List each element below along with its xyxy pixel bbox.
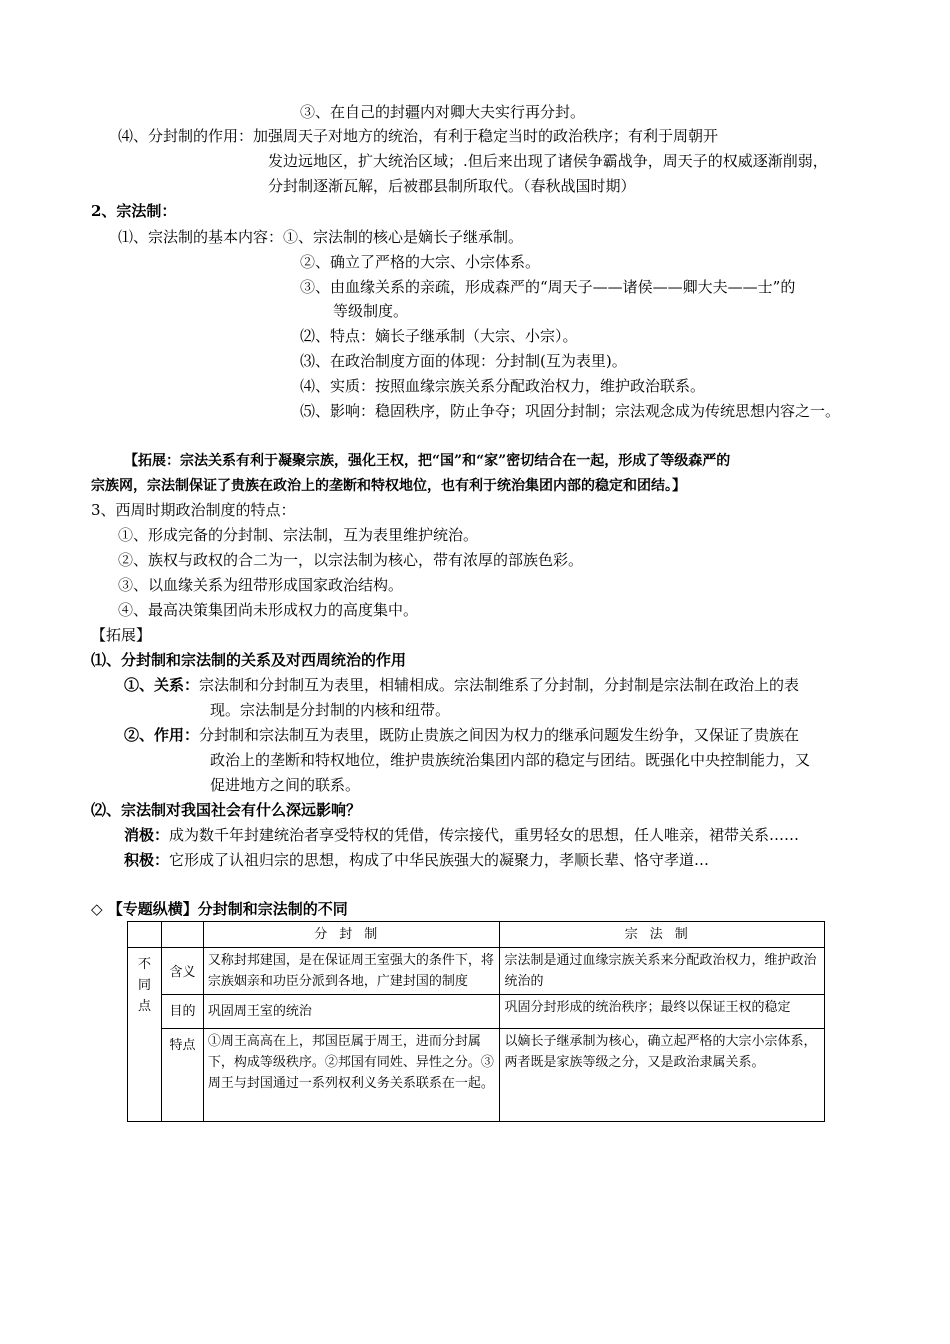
relation-line2: 现。宗法制是分封制的内核和纽带。 (210, 701, 451, 719)
effect-text: 分封制和宗法制互为表里，既防止贵族之间因为权力的继承问题发生纷争，又保证了贵族在 (199, 726, 800, 744)
question-2: ⑵、宗法制对我国社会有什么深远影响？ (91, 801, 362, 819)
table-corner-cell (128, 922, 162, 948)
fenfeng-cell: 又称封邦建国，是在保证周王室强大的条件下，将宗族姻亲和功臣分派到各地，广建封国的制度 (203, 948, 500, 995)
expand-heading: 【拓展】 (91, 626, 152, 644)
zongfa-content-line3b: 等级制度。 (333, 302, 409, 320)
fenfeng-effect-line3: 分封制逐渐瓦解，后被郡县制所取代。（春秋战国时期） (268, 177, 636, 195)
zongfa-influence: ⑸、影响：稳固秩序，防止争夺；巩固分封制；宗法观念成为传统思想内容之一。 (300, 402, 841, 420)
xizhou-item: ③、以血缘关系为纽带形成国家政治结构。 (118, 576, 404, 594)
table-row (128, 995, 825, 1029)
zongfa-cell: 宗法制是通过血缘宗族关系来分配政治权力，维护政治统治的 (500, 948, 825, 995)
special-topic-title: ◇ 【专题纵横】分封制和宗法制的不同 (91, 900, 348, 918)
positive-label: 积极： (124, 851, 170, 869)
zongfa-content-line3: ③、由血缘关系的亲疏，形成森严的“周天子——诸侯——卿大夫——士”的 (300, 278, 796, 296)
fenfeng-effect-line1: ⑷、分封制的作用：加强周天子对地方的统治，有利于稳定当时的政治秩序；有利于周朝开 (118, 127, 719, 145)
effect-line3: 促进地方之间的联系。 (210, 776, 361, 794)
effect-label: ②、作用： (124, 726, 200, 744)
negative-text: 成为数千年封建统治者享受特权的凭借，传宗接代，重男轻女的思想，任人唯亲，裙带关系…… (169, 826, 800, 844)
table-row (128, 1029, 825, 1122)
positive-text: 它形成了认祖归宗的思想，构成了中华民族强大的凝聚力，孝顺长辈、恪守孝道… (169, 851, 710, 869)
zongfa-cell: 巩固分封形成的统治秩序；最终以保证王权的稳定 (500, 995, 825, 1029)
effect-line2: 政治上的垄断和特权地位，维护贵族统治集团内部的稳定与团结。既强化中央控制能力，又 (210, 751, 811, 769)
xizhou-heading: 3、西周时期政治制度的特点： (91, 501, 296, 519)
negative-line (124, 825, 799, 845)
zongfa-cell: 以嫡长子继承制为核心，确立起严格的大宗小宗体系，两者既是家族等级之分，又是政治隶属关系。 (500, 1029, 825, 1122)
zongfa-content-line1: ⑴、宗法制的基本内容：①、宗法制的核心是嫡长子继承制。 (118, 228, 524, 246)
col-header-zongfa: 宗法制 (500, 922, 825, 948)
table-corner-cell (161, 922, 203, 948)
relation-line1 (124, 675, 799, 695)
zongfa-embodiment: ⑶、在政治制度方面的体现：分封制(互为表里)。 (300, 352, 627, 370)
positive-line (124, 850, 709, 870)
comparison-table (127, 921, 825, 1122)
xizhou-item: ①、形成完备的分封制、宗法制，互为表里维护统治。 (118, 526, 479, 544)
fenfeng-effect-line2: 发边远地区，扩大统治区域；.但后来出现了诸侯争霸战争，周天子的权威逐渐削弱， (268, 152, 828, 170)
xizhou-item: ④、最高决策集团尚未形成权力的高度集中。 (118, 601, 419, 619)
fenfeng-cell: 巩固周王室的统治 (203, 995, 500, 1029)
negative-label: 消极： (124, 826, 170, 844)
row-label: 含义 (161, 948, 203, 995)
zongfa-feature: ⑵、特点：嫡长子继承制（大宗、小宗）。 (300, 327, 578, 345)
question-1: ⑴、分封制和宗法制的关系及对西周统治的作用 (91, 651, 407, 669)
zongfa-essence: ⑷、实质：按照血缘宗族关系分配政治权力，维护政治联系。 (300, 377, 706, 395)
relation-text: 宗法制和分封制互为表里，相辅相成。宗法制维系了分封制，分封制是宗法制在政治上的表 (199, 676, 800, 694)
zongfa-heading: 2、宗法制： (91, 202, 177, 220)
col-header-fenfeng: 分封制 (203, 922, 500, 948)
zongfa-content-line2: ②、确立了严格的大宗、小宗体系。 (300, 253, 541, 271)
table-row (128, 948, 825, 995)
relation-label: ①、关系： (124, 676, 200, 694)
effect-line1 (124, 725, 799, 745)
expand-note-line1: 【拓展：宗法关系有利于凝聚宗族，强化王权，把“国”和“家”密切结合在一起，形成了等级森严的 (124, 453, 731, 469)
fenfeng-cell: ①周王高高在上，邦国臣属于周王，进而分封属下，构成等级秩序。②邦国有同姓、异性之分。③周王与封国通过一系列权利义务关系联系在一起。 (203, 1029, 500, 1122)
table-header-row (128, 922, 825, 948)
group-label: 不同点 (128, 948, 162, 1122)
row-label: 特点 (161, 1029, 203, 1122)
row-label: 目的 (161, 995, 203, 1029)
fengjiang-line: ③、在自己的封疆内对卿大夫实行再分封。 (300, 103, 586, 121)
xizhou-item: ②、族权与政权的合二为一，以宗法制为核心，带有浓厚的部族色彩。 (118, 551, 584, 569)
expand-note-line2: 宗族网，宗法制保证了贵族在政治上的垄断和特权地位，也有利于统治集团内部的稳定和团结。】 (91, 478, 686, 494)
